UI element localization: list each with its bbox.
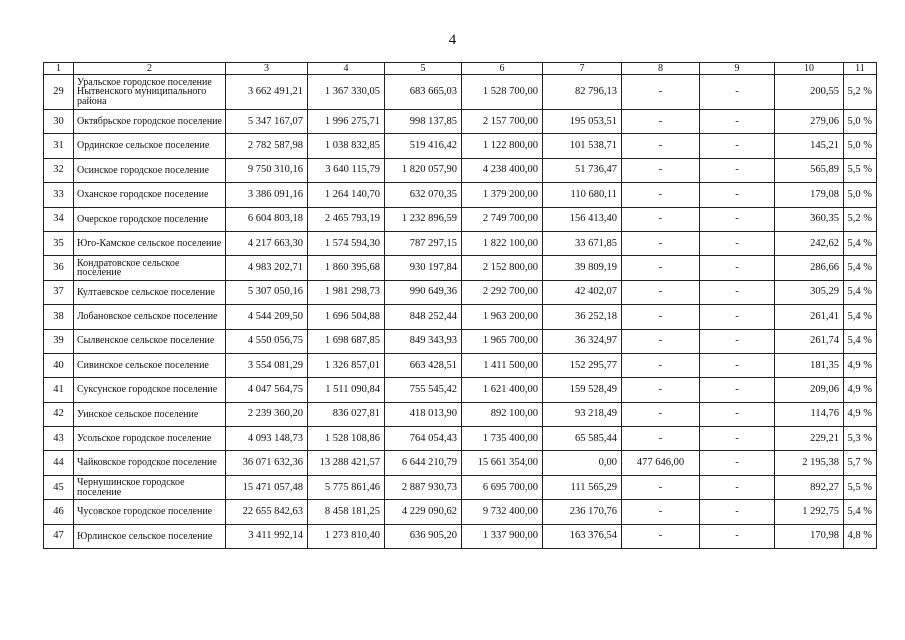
table-cell-col-4: 1 367 330,05: [308, 75, 385, 110]
column-header-10: 10: [775, 63, 844, 75]
table-cell-col-10: 114,76: [775, 402, 844, 426]
table-row: [44, 427, 877, 451]
table-cell-col-10: 1 292,75: [775, 500, 844, 524]
table-cell-col-5: 930 197,84: [385, 256, 462, 280]
table-cell-col-7: 195 053,51: [543, 110, 622, 134]
table-cell-col-10: 305,29: [775, 280, 844, 304]
table-cell-col-5: 1 820 057,90: [385, 158, 462, 182]
table-cell-col-8: -: [622, 158, 700, 182]
table-cell-col-10: 200,55: [775, 75, 844, 110]
table-cell-col-1: 37: [44, 280, 74, 304]
table-cell-col-2: Юго-Камское сельское поселение: [74, 231, 226, 255]
table-row: [44, 402, 877, 426]
table-cell-col-8: -: [622, 427, 700, 451]
table-cell-col-1: 40: [44, 353, 74, 377]
table-cell-col-3: 3 554 081,29: [226, 353, 308, 377]
table-cell-col-6: 15 661 354,00: [462, 451, 543, 475]
table-body: [44, 75, 877, 549]
table-cell-col-5: 998 137,85: [385, 110, 462, 134]
table-cell-col-6: 4 238 400,00: [462, 158, 543, 182]
column-header-5: 5: [385, 63, 462, 75]
table-cell-col-5: 632 070,35: [385, 183, 462, 207]
table-cell-col-3: 4 544 209,50: [226, 305, 308, 329]
table-cell-col-5: 2 887 930,73: [385, 475, 462, 499]
table-cell-col-6: 892 100,00: [462, 402, 543, 426]
table-cell-col-4: 1 511 090,84: [308, 378, 385, 402]
table-cell-col-6: 1 411 500,00: [462, 353, 543, 377]
table-cell-col-9: -: [700, 475, 775, 499]
table-cell-col-7: 42 402,07: [543, 280, 622, 304]
table-cell-col-11: 5,0 %: [844, 134, 877, 158]
table-cell-col-3: 22 655 842,63: [226, 500, 308, 524]
table-cell-col-8: -: [622, 110, 700, 134]
table-cell-col-7: 101 538,71: [543, 134, 622, 158]
table-cell-col-5: 4 229 090,62: [385, 500, 462, 524]
table-row: [44, 500, 877, 524]
table-cell-col-7: 152 295,77: [543, 353, 622, 377]
table-cell-col-1: 41: [44, 378, 74, 402]
table-cell-col-1: 35: [44, 231, 74, 255]
table-cell-col-9: -: [700, 75, 775, 110]
table-cell-col-6: 2 749 700,00: [462, 207, 543, 231]
table-cell-col-11: 5,0 %: [844, 183, 877, 207]
table-cell-col-8: -: [622, 378, 700, 402]
column-header-2: 2: [74, 63, 226, 75]
table-cell-col-1: 42: [44, 402, 74, 426]
table-cell-col-2: Усольское городское поселение: [74, 427, 226, 451]
table-cell-col-5: 755 545,42: [385, 378, 462, 402]
table-cell-col-11: 5,4 %: [844, 280, 877, 304]
table-cell-col-6: 1 965 700,00: [462, 329, 543, 353]
table-cell-col-8: -: [622, 207, 700, 231]
table-cell-col-3: 3 411 992,14: [226, 524, 308, 548]
table-cell-col-3: 36 071 632,36: [226, 451, 308, 475]
table-cell-col-10: 181,35: [775, 353, 844, 377]
table-cell-col-3: 4 983 202,71: [226, 256, 308, 280]
table-cell-col-6: 1 735 400,00: [462, 427, 543, 451]
table-cell-col-11: 4,9 %: [844, 378, 877, 402]
table-row: [44, 75, 877, 110]
table-cell-col-10: 565,89: [775, 158, 844, 182]
table-cell-col-9: -: [700, 280, 775, 304]
data-table: [43, 62, 877, 549]
table-cell-col-2: Юрлинское сельское поселение: [74, 524, 226, 548]
table-cell-col-3: 4 093 148,73: [226, 427, 308, 451]
table-cell-col-4: 1 273 810,40: [308, 524, 385, 548]
table-cell-col-7: 65 585,44: [543, 427, 622, 451]
table-cell-col-11: 5,7 %: [844, 451, 877, 475]
table-cell-col-6: 1 122 800,00: [462, 134, 543, 158]
table-cell-col-8: -: [622, 402, 700, 426]
table-cell-col-1: 39: [44, 329, 74, 353]
table-row: [44, 305, 877, 329]
table-cell-col-7: 93 218,49: [543, 402, 622, 426]
table-cell-col-8: -: [622, 183, 700, 207]
table-cell-col-11: 5,0 %: [844, 110, 877, 134]
table-cell-col-2: Кондратовское сельское поселение: [74, 256, 226, 280]
table-cell-col-2: Чусовское городское поселение: [74, 500, 226, 524]
table-cell-col-7: 236 170,76: [543, 500, 622, 524]
table-cell-col-7: 111 565,29: [543, 475, 622, 499]
table-cell-col-6: 2 157 700,00: [462, 110, 543, 134]
table-cell-col-9: -: [700, 134, 775, 158]
table-cell-col-2: Лобановское сельское поселение: [74, 305, 226, 329]
table-cell-col-4: 1 574 594,30: [308, 231, 385, 255]
table-cell-col-1: 46: [44, 500, 74, 524]
table-cell-col-11: 4,9 %: [844, 402, 877, 426]
table-cell-col-7: 36 252,18: [543, 305, 622, 329]
table-cell-col-9: -: [700, 183, 775, 207]
table-cell-col-6: 1 963 200,00: [462, 305, 543, 329]
table-cell-col-2: Уинское сельское поселение: [74, 402, 226, 426]
table-cell-col-11: 5,2 %: [844, 75, 877, 110]
table-cell-col-9: -: [700, 353, 775, 377]
table-cell-col-11: 4,8 %: [844, 524, 877, 548]
table-cell-col-7: 82 796,13: [543, 75, 622, 110]
table-cell-col-2: Октябрьское городское поселение: [74, 110, 226, 134]
table-cell-col-9: -: [700, 110, 775, 134]
table-cell-col-6: 1 822 100,00: [462, 231, 543, 255]
table-cell-col-4: 1 996 275,71: [308, 110, 385, 134]
table-cell-col-9: -: [700, 524, 775, 548]
table-cell-col-4: 1 264 140,70: [308, 183, 385, 207]
table-cell-col-6: 1 621 400,00: [462, 378, 543, 402]
table-cell-col-3: 5 307 050,16: [226, 280, 308, 304]
table-cell-col-10: 892,27: [775, 475, 844, 499]
column-header-9: 9: [700, 63, 775, 75]
table-cell-col-8: -: [622, 305, 700, 329]
table-cell-col-5: 990 649,36: [385, 280, 462, 304]
table-cell-col-3: 9 750 310,16: [226, 158, 308, 182]
table-cell-col-1: 44: [44, 451, 74, 475]
column-header-4: 4: [308, 63, 385, 75]
table-cell-col-1: 43: [44, 427, 74, 451]
header-row: [44, 63, 877, 75]
table-cell-col-2: Сивинское сельское поселение: [74, 353, 226, 377]
table-cell-col-8: -: [622, 75, 700, 110]
table-cell-col-4: 1 696 504,88: [308, 305, 385, 329]
table-cell-col-9: -: [700, 158, 775, 182]
table-cell-col-10: 261,41: [775, 305, 844, 329]
table-row: [44, 329, 877, 353]
table-cell-col-11: 5,2 %: [844, 207, 877, 231]
table-cell-col-5: 683 665,03: [385, 75, 462, 110]
table-cell-col-10: 2 195,38: [775, 451, 844, 475]
page-number: 4: [448, 32, 457, 48]
column-header-3: 3: [226, 63, 308, 75]
column-header-7: 7: [543, 63, 622, 75]
table-cell-col-5: 764 054,43: [385, 427, 462, 451]
table-cell-col-4: 1 326 857,01: [308, 353, 385, 377]
table-row: [44, 256, 877, 280]
table-cell-col-10: 242,62: [775, 231, 844, 255]
table-row: [44, 158, 877, 182]
table-cell-col-6: 1 379 200,00: [462, 183, 543, 207]
table-cell-col-11: 5,5 %: [844, 475, 877, 499]
table-cell-col-10: 170,98: [775, 524, 844, 548]
table-cell-col-4: 5 775 861,46: [308, 475, 385, 499]
table-cell-col-9: -: [700, 231, 775, 255]
table-cell-col-1: 31: [44, 134, 74, 158]
table-cell-col-4: 1 981 298,73: [308, 280, 385, 304]
table-cell-col-7: 156 413,40: [543, 207, 622, 231]
table-cell-col-8: -: [622, 256, 700, 280]
table-cell-col-7: 36 324,97: [543, 329, 622, 353]
table-cell-col-2: Осинское городское поселение: [74, 158, 226, 182]
table-cell-col-1: 45: [44, 475, 74, 499]
table-cell-col-5: 663 428,51: [385, 353, 462, 377]
table-cell-col-8: -: [622, 134, 700, 158]
table-cell-col-2: Чернушинское городское поселение: [74, 475, 226, 499]
table-cell-col-9: -: [700, 378, 775, 402]
table-cell-col-1: 30: [44, 110, 74, 134]
table-row: [44, 524, 877, 548]
table-cell-col-7: 39 809,19: [543, 256, 622, 280]
column-header-1: 1: [44, 63, 74, 75]
table-cell-col-11: 4,9 %: [844, 353, 877, 377]
table-row: [44, 134, 877, 158]
table-row: [44, 378, 877, 402]
table-cell-col-10: 179,08: [775, 183, 844, 207]
table-cell-col-7: 51 736,47: [543, 158, 622, 182]
table-row: [44, 110, 877, 134]
table-cell-col-10: 360,35: [775, 207, 844, 231]
column-header-11: 11: [844, 63, 877, 75]
table-cell-col-10: 279,06: [775, 110, 844, 134]
table-cell-col-9: -: [700, 256, 775, 280]
table-cell-col-5: 636 905,20: [385, 524, 462, 548]
table-row: [44, 280, 877, 304]
table-cell-col-9: -: [700, 305, 775, 329]
table-cell-col-10: 145,21: [775, 134, 844, 158]
table-cell-col-8: -: [622, 231, 700, 255]
table-cell-col-4: 836 027,81: [308, 402, 385, 426]
table-cell-col-4: 8 458 181,25: [308, 500, 385, 524]
table-cell-col-6: 1 528 700,00: [462, 75, 543, 110]
table-cell-col-3: 4 217 663,30: [226, 231, 308, 255]
table-cell-col-10: 229,21: [775, 427, 844, 451]
table-cell-col-4: 1 038 832,85: [308, 134, 385, 158]
table-cell-col-9: -: [700, 329, 775, 353]
table-cell-col-7: 159 528,49: [543, 378, 622, 402]
table-cell-col-7: 33 671,85: [543, 231, 622, 255]
table-cell-col-1: 33: [44, 183, 74, 207]
table-cell-col-9: -: [700, 402, 775, 426]
table-cell-col-3: 4 047 564,75: [226, 378, 308, 402]
table-cell-col-11: 5,4 %: [844, 500, 877, 524]
table-cell-col-3: 3 386 091,16: [226, 183, 308, 207]
table-cell-col-4: 1 528 108,86: [308, 427, 385, 451]
table-cell-col-9: -: [700, 207, 775, 231]
table-cell-col-1: 47: [44, 524, 74, 548]
table-cell-col-8: -: [622, 329, 700, 353]
table-cell-col-1: 36: [44, 256, 74, 280]
table-cell-col-6: 6 695 700,00: [462, 475, 543, 499]
table-cell-col-2: Ординское сельское поселение: [74, 134, 226, 158]
table-cell-col-10: 261,74: [775, 329, 844, 353]
table-cell-col-11: 5,4 %: [844, 329, 877, 353]
table-cell-col-8: -: [622, 524, 700, 548]
table-row: [44, 475, 877, 499]
table-cell-col-1: 32: [44, 158, 74, 182]
table-cell-col-5: 848 252,44: [385, 305, 462, 329]
table-cell-col-10: 209,06: [775, 378, 844, 402]
table-cell-col-4: 13 288 421,57: [308, 451, 385, 475]
table-cell-col-3: 4 550 056,75: [226, 329, 308, 353]
table-cell-col-6: 2 152 800,00: [462, 256, 543, 280]
table-cell-col-8: -: [622, 500, 700, 524]
table-cell-col-6: 9 732 400,00: [462, 500, 543, 524]
table-cell-col-11: 5,3 %: [844, 427, 877, 451]
table-cell-col-5: 787 297,15: [385, 231, 462, 255]
table-cell-col-10: 286,66: [775, 256, 844, 280]
table-cell-col-7: 0,00: [543, 451, 622, 475]
table-row: [44, 353, 877, 377]
table-cell-col-3: 5 347 167,07: [226, 110, 308, 134]
table-cell-col-2: Чайковское городское поселение: [74, 451, 226, 475]
table-cell-col-3: 2 782 587,98: [226, 134, 308, 158]
table-cell-col-5: 1 232 896,59: [385, 207, 462, 231]
table-cell-col-4: 1 860 395,68: [308, 256, 385, 280]
table-cell-col-2: Суксунское городское поселение: [74, 378, 226, 402]
table-cell-col-1: 34: [44, 207, 74, 231]
table-cell-col-3: 6 604 803,18: [226, 207, 308, 231]
table-cell-col-9: -: [700, 451, 775, 475]
table-cell-col-5: 849 343,93: [385, 329, 462, 353]
table-cell-col-1: 38: [44, 305, 74, 329]
table-row: [44, 183, 877, 207]
column-header-8: 8: [622, 63, 700, 75]
table-cell-col-11: 5,4 %: [844, 231, 877, 255]
table-cell-col-2: Култаевское сельское поселение: [74, 280, 226, 304]
table-cell-col-6: 2 292 700,00: [462, 280, 543, 304]
table-cell-col-11: 5,4 %: [844, 305, 877, 329]
table-cell-col-4: 3 640 115,79: [308, 158, 385, 182]
table-cell-col-2: Уральское городское поселение Нытвенского муниципального района: [74, 75, 226, 110]
table-cell-col-7: 110 680,11: [543, 183, 622, 207]
table-cell-col-8: -: [622, 475, 700, 499]
table-cell-col-2: Оханское городское поселение: [74, 183, 226, 207]
table-cell-col-5: 519 416,42: [385, 134, 462, 158]
table-cell-col-3: 3 662 491,21: [226, 75, 308, 110]
table-cell-col-5: 6 644 210,79: [385, 451, 462, 475]
table-cell-col-2: Сылвенское сельское поселение: [74, 329, 226, 353]
table-row: [44, 207, 877, 231]
table-cell-col-8: -: [622, 353, 700, 377]
table-cell-col-9: -: [700, 500, 775, 524]
table-cell-col-8: 477 646,00: [622, 451, 700, 475]
table-cell-col-3: 2 239 360,20: [226, 402, 308, 426]
table-cell-col-9: -: [700, 427, 775, 451]
table-cell-col-3: 15 471 057,48: [226, 475, 308, 499]
table-row: [44, 231, 877, 255]
table-row: [44, 451, 877, 475]
table-cell-col-5: 418 013,90: [385, 402, 462, 426]
table-cell-col-8: -: [622, 280, 700, 304]
table-cell-col-11: 5,4 %: [844, 256, 877, 280]
table-cell-col-4: 2 465 793,19: [308, 207, 385, 231]
column-header-6: 6: [462, 63, 543, 75]
table-cell-col-7: 163 376,54: [543, 524, 622, 548]
table-cell-col-6: 1 337 900,00: [462, 524, 543, 548]
table-cell-col-1: 29: [44, 75, 74, 110]
table-cell-col-2: Очерское городское поселение: [74, 207, 226, 231]
table-cell-col-4: 1 698 687,85: [308, 329, 385, 353]
table-cell-col-11: 5,5 %: [844, 158, 877, 182]
